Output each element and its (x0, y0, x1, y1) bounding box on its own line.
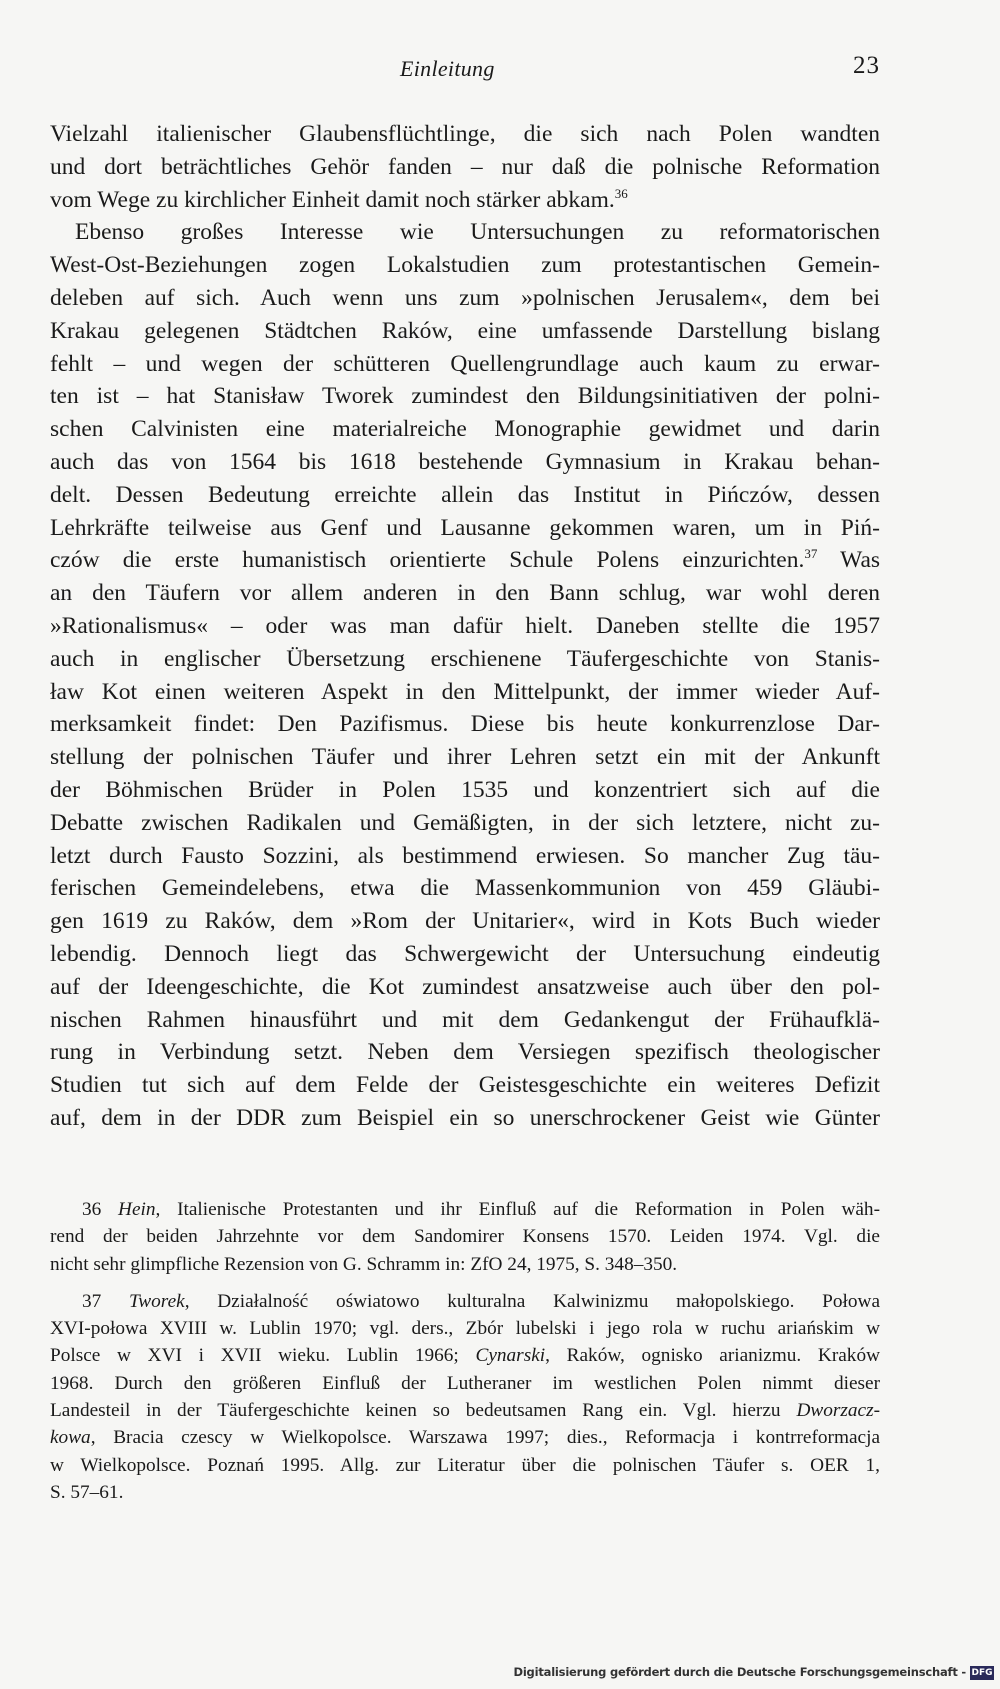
footnote-number: 37 (82, 1290, 102, 1312)
footnote-line: 1968. Durch den größeren Einfluß der Lutheraner im westlichen Polen nimmt dieser (50, 1372, 880, 1394)
footnote-line: kowa, Bracia czescy w Wielkopolsce. Warszawa 1997; dies., Reformacja i kontrreformacja (50, 1427, 880, 1449)
text-line: Studien tut sich auf dem Felde der Geistesgeschichte ein weiteres Defizit (50, 1072, 880, 1099)
footnote-ref-36[interactable]: 36 (614, 185, 628, 201)
text-line: Krakau gelegenen Städtchen Raków, eine umfassende Darstellung bislang (50, 317, 880, 344)
text-line: merksamkeit findet: Den Pazifismus. Diese bis heute konkurrenzlose Dar- (50, 711, 880, 738)
digitization-credit: Digitalisierung gefördert durch die Deutsche Forschungsgemeinschaft - (513, 1665, 966, 1679)
text-line: und dort beträchtliches Gehör fanden – nur daß die polnische Reformation (50, 153, 880, 180)
text-line: Debatte zwischen Radikalen und Gemäßigten, in der sich letztere, nicht zu- (50, 809, 880, 836)
text-line: auf der Ideengeschichte, die Kot zumindest ansatzweise auch über den pol- (50, 973, 880, 1000)
page-number: 23 (853, 52, 880, 79)
text-line: Lehrkräfte teilweise aus Genf und Lausanne gekommen waren, um in Piń- (50, 514, 880, 541)
text-line: deleben auf sich. Auch wenn uns zum »polnischen Jerusalem«, dem bei (50, 284, 880, 311)
text-line: schen Calvinisten eine materialreiche Monographie gewidmet und darin (50, 416, 880, 443)
footnote-36: 36 Hein, Italienische Protestanten und ihr Einfluß auf die Reformation in Polen wäh- (82, 1199, 880, 1220)
footnotes (50, 1196, 880, 1506)
footnote-line: Polsce w XVI i XVII wieku. Lublin 1966; Cynarski, Raków, ognisko arianizmu. Kraków (50, 1345, 881, 1367)
text-line: rung in Verbindung setzt. Neben dem Versiegen spezifisch theologischer (50, 1039, 880, 1066)
footnote-author: Hein (118, 1199, 156, 1220)
text-line: letzt durch Fausto Sozzini, als bestimmend erwiesen. So mancher Zug täu- (50, 842, 880, 869)
text-line: der Böhmischen Brüder in Polen 1535 und konzentriert sich auf die (50, 776, 880, 803)
text-line: auch das von 1564 bis 1618 bestehende Gymnasium in Krakau behan- (50, 448, 880, 475)
footnote-37: 37 Tworek, Działalność oświatowo kulturalna Kalwinizmu małopolskiego. Połowa (82, 1290, 880, 1312)
footnote-ref-37[interactable]: 37 (804, 546, 818, 562)
footnote-line: S. 57–61. (50, 1481, 124, 1503)
text-line: lebendig. Dennoch liegt das Schwergewicht der Untersuchung eindeutig (50, 940, 880, 967)
text-line: fehlt – und wegen der schütteren Quellengrundlage auch kaum zu erwar- (50, 350, 880, 377)
text-line: an den Täufern vor allem anderen in den Bann schlug, war wohl deren (50, 580, 880, 607)
text-line: auf, dem in der DDR zum Beispiel ein so unerschrockener Geist wie Günter (50, 1104, 880, 1131)
text-line: stellung der polnischen Täufer und ihrer Lehren setzt ein mit der Ankunft (50, 744, 880, 771)
text-line: ferischen Gemeindelebens, etwa die Massenkommunion von 459 Gläubi- (50, 875, 880, 902)
text-line: West-Ost-Beziehungen zogen Lokalstudien zum protestantischen Gemein- (50, 252, 880, 279)
footnote-line: XVI-połowa XVIII w. Lublin 1970; vgl. ders., Zbór lubelski i jego rola w ruchu ariańskim w (50, 1318, 880, 1340)
running-title: Einleitung (400, 56, 495, 81)
text-line: vom Wege zu kirchlicher Einheit damit noch stärker abkam.$^{36}$ (50, 185, 628, 213)
text-line: ław Kot einen weiteren Aspekt in den Mittelpunkt, der immer wieder Auf- (50, 678, 880, 705)
text-line: gen 1619 zu Raków, dem »Rom der Unitarier«, wird in Kots Buch wieder (50, 908, 880, 935)
footnote-line: Landesteil in der Täufergeschichte keinen so bedeutsamen Rang ein. Vgl. hierzu Dworzacz- (50, 1400, 880, 1422)
dfg-logo-icon: DFG (971, 1668, 993, 1678)
footnote-line: nicht sehr glimpfliche Rezension von G. Schramm in: ZfO 24, 1975, S. 348–350. (50, 1253, 678, 1275)
text-line: »Rationalismus« – oder was man dafür hielt. Daneben stellte die 1957 (50, 612, 880, 639)
text-line: ten ist – hat Stanisław Tworek zumindest den Bildungsinitiativen der polni- (50, 383, 880, 410)
footnote-line: w Wielkopolsce. Poznań 1995. Allg. zur Literatur über die polnischen Täufer s. OER 1, (50, 1454, 880, 1476)
text-line: auch in englischer Übersetzung erschienene Täufergeschichte von Stanis- (50, 645, 880, 672)
text-line: Vielzahl italienischer Glaubensflüchtlinge, die sich nach Polen wandten (50, 121, 880, 147)
main-text (50, 118, 880, 1135)
footnote-number: 36 (82, 1199, 102, 1220)
footnote-line: rend der beiden Jahrzehnte vor dem Sandomirer Konsens 1570. Leiden 1974. Vgl. die (50, 1226, 880, 1248)
footnote-author: Tworek (129, 1290, 185, 1312)
text-line: delt. Dessen Bedeutung erreichte allein das Institut in Pińczów, dessen (50, 481, 880, 508)
text-line: czów die erste humanistisch orientierte Schule Polens einzurichten.$^{37}$ Was (50, 546, 881, 574)
text-line: nischen Rahmen hinausführt und mit dem Gedankengut der Frühaufklä- (50, 1006, 880, 1033)
running-head (50, 52, 880, 92)
paragraph-start-line: Ebenso großes Interesse wie Untersuchungen zu reformatorischen (75, 219, 880, 246)
